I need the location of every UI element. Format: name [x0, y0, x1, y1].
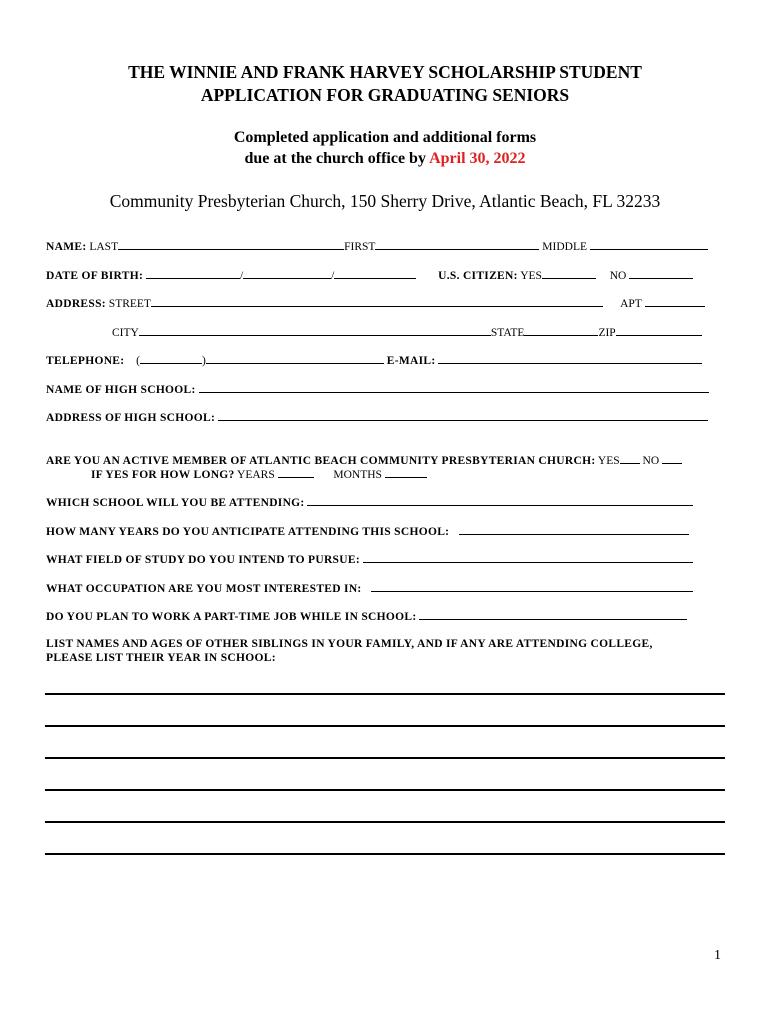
- street-field[interactable]: [151, 295, 603, 307]
- occupation-field[interactable]: [371, 580, 693, 592]
- hs-name-row: [46, 381, 726, 397]
- state-field[interactable]: [524, 324, 598, 336]
- citizen-label: U.S. CITIZEN:: [438, 270, 518, 282]
- hs-name-field[interactable]: [199, 381, 709, 393]
- siblings-answer-line[interactable]: [45, 757, 725, 759]
- hs-address-row: [46, 409, 726, 425]
- dob-year-field[interactable]: [334, 267, 416, 279]
- siblings-answer-line[interactable]: [45, 693, 725, 695]
- zip-label: ZIP: [598, 327, 616, 339]
- dob-separator: /: [331, 270, 335, 282]
- membership-duration-row: [91, 466, 691, 482]
- member-yes-label: YES: [597, 455, 620, 467]
- years-label: YEARS: [237, 469, 275, 481]
- dob-separator: /: [239, 270, 244, 282]
- citizen-yes-label: YES: [520, 270, 542, 282]
- last-name-field[interactable]: [118, 238, 344, 250]
- area-code-close: ): [202, 355, 206, 367]
- dob-row: [46, 267, 726, 283]
- how-long-label: IF YES FOR HOW LONG?: [91, 469, 235, 481]
- school-attending-label: WHICH SCHOOL WILL YOU BE ATTENDING:: [46, 497, 305, 509]
- part-time-row: [46, 608, 726, 624]
- city-field[interactable]: [139, 324, 491, 336]
- hs-address-field[interactable]: [218, 409, 708, 421]
- first-name-field[interactable]: [375, 238, 539, 250]
- siblings-answer-line[interactable]: [45, 821, 725, 823]
- years-attending-field[interactable]: [459, 523, 689, 535]
- page-number: 1: [714, 948, 721, 963]
- hs-address-label: ADDRESS OF HIGH SCHOOL:: [46, 412, 216, 424]
- field-of-study-label: WHAT FIELD OF STUDY DO YOU INTEND TO PURSUE:: [46, 554, 360, 566]
- church-address: Community Presbyterian Church, 150 Sherry Drive, Atlantic Beach, FL 32233: [109, 191, 661, 211]
- name-row: [46, 238, 726, 254]
- occupation-row: [46, 580, 726, 596]
- city-row: [112, 324, 722, 340]
- city-label: CITY: [112, 327, 139, 339]
- due-notice: [40, 127, 730, 169]
- title-line-2: APPLICATION FOR GRADUATING SENIORS: [200, 85, 570, 105]
- school-attending-row: [46, 494, 726, 510]
- citizen-yes-field[interactable]: [542, 267, 596, 279]
- months-label: MONTHS: [333, 469, 382, 481]
- due-line-1: Completed application and additional forms: [233, 129, 537, 146]
- apt-label: APT: [620, 298, 642, 310]
- field-of-study-row: [46, 551, 726, 567]
- title-line-1: THE WINNIE AND FRANK HARVEY SCHOLARSHIP STUDENT: [128, 62, 642, 82]
- middle-name-field[interactable]: [590, 238, 708, 250]
- state-label: STATE: [490, 327, 525, 339]
- due-line-2: [40, 148, 730, 169]
- years-attending-row: [46, 523, 726, 539]
- siblings-label-line-1: LIST NAMES AND AGES OF OTHER SIBLINGS IN YOUR FAMILY, AND IF ANY ARE ATTENDING COLLEGE,: [46, 638, 653, 650]
- address-row: [46, 295, 726, 311]
- part-time-label: DO YOU PLAN TO WORK A PART-TIME JOB WHILE IN SCHOOL:: [46, 611, 417, 623]
- email-field[interactable]: [438, 352, 702, 364]
- citizen-no-label: NO: [609, 270, 627, 282]
- first-label: FIRST: [344, 241, 376, 253]
- last-label: LAST: [89, 241, 119, 253]
- school-attending-field[interactable]: [307, 494, 693, 506]
- member-no-label: NO: [642, 455, 660, 467]
- telephone-label: TELEPHONE:: [46, 355, 125, 367]
- member-yes-field[interactable]: [620, 452, 640, 464]
- siblings-answer-line[interactable]: [45, 789, 725, 791]
- dob-label: DATE OF BIRTH:: [46, 270, 144, 282]
- siblings-row: [46, 637, 726, 665]
- field-of-study-field[interactable]: [363, 551, 693, 563]
- hs-name-label: NAME OF HIGH SCHOOL:: [46, 384, 196, 396]
- member-no-field[interactable]: [662, 452, 682, 464]
- dob-day-field[interactable]: [243, 267, 331, 279]
- form-title: [40, 61, 730, 107]
- years-field[interactable]: [278, 466, 314, 478]
- apt-field[interactable]: [645, 295, 705, 307]
- membership-question: ARE YOU AN ACTIVE MEMBER OF ATLANTIC BEACH COMMUNITY PRESBYTERIAN CHURCH:: [46, 455, 596, 467]
- siblings-answer-line[interactable]: [45, 725, 725, 727]
- siblings-label-line-2: PLEASE LIST THEIR YEAR IN SCHOOL:: [46, 652, 276, 664]
- occupation-label: WHAT OCCUPATION ARE YOU MOST INTERESTED IN:: [46, 583, 362, 595]
- part-time-field[interactable]: [419, 608, 687, 620]
- zip-field[interactable]: [616, 324, 702, 336]
- telephone-row: [46, 352, 726, 368]
- due-line-2-prefix: due at the church office by: [244, 150, 430, 167]
- siblings-answer-line[interactable]: [45, 853, 725, 855]
- email-label: E-MAIL:: [386, 355, 436, 367]
- street-label: STREET: [108, 298, 151, 310]
- area-code-field[interactable]: [140, 352, 202, 364]
- citizen-no-field[interactable]: [629, 267, 693, 279]
- due-date: April 30, 2022: [429, 150, 526, 167]
- address-label: ADDRESS:: [46, 298, 106, 310]
- name-label: NAME:: [46, 241, 87, 253]
- area-code-open: (: [136, 355, 140, 367]
- months-field[interactable]: [385, 466, 427, 478]
- phone-number-field[interactable]: [206, 352, 384, 364]
- years-attending-label: HOW MANY YEARS DO YOU ANTICIPATE ATTENDING THIS SCHOOL:: [46, 526, 450, 538]
- middle-label: MIDDLE: [542, 241, 588, 253]
- dob-month-field[interactable]: [146, 267, 240, 279]
